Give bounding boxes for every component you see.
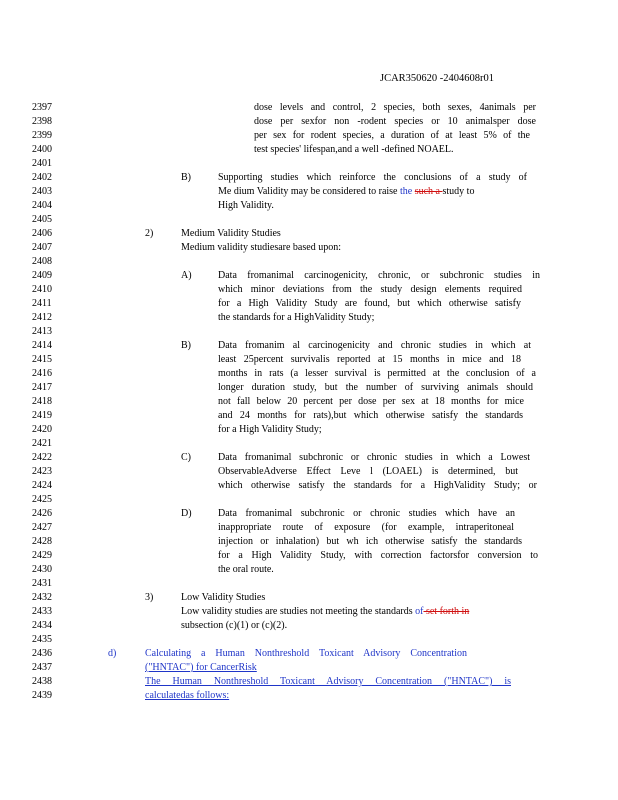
line-number: 2401 xyxy=(32,158,52,169)
body-line: which otherwise satisfy the standards for a HighValidity Study; or xyxy=(218,480,537,491)
deleted-text: such a xyxy=(414,186,443,197)
line-number: 2399 xyxy=(32,130,52,141)
line-number: 2397 xyxy=(32,102,52,113)
body-line: dose levels and control, 2 species, both sexes, 4animals per xyxy=(254,102,536,113)
line-number: 2424 xyxy=(32,480,52,491)
line-number: 2427 xyxy=(32,522,52,533)
body-text-span: study to xyxy=(442,186,475,197)
line-number: 2419 xyxy=(32,410,52,421)
body-line: test species' lifespan,and a well -defined NOAEL. xyxy=(254,144,454,155)
line-number: 2411 xyxy=(32,298,52,309)
line-number: 2436 xyxy=(32,648,52,659)
list-marker: 3) xyxy=(145,592,154,603)
section-title: Low Validity Studies xyxy=(181,592,266,603)
line-number: 2421 xyxy=(32,438,52,449)
body-line: longer duration study, but the number of surviving animals should xyxy=(218,382,533,393)
body-line: which minor deviations from the study design elements required xyxy=(218,284,522,295)
list-marker: B) xyxy=(181,340,191,351)
line-number: 2430 xyxy=(32,564,52,575)
list-marker: A) xyxy=(181,270,192,281)
line-number: 2423 xyxy=(32,466,52,477)
body-line: injection or inhalation) but wh ich otherwise satisfy the standards xyxy=(218,536,522,547)
body-line: the standards for a HighValidity Study; xyxy=(218,312,375,323)
section-title: Medium Validity Studies xyxy=(181,228,281,239)
line-number: 2432 xyxy=(32,592,52,603)
line-number: 2413 xyxy=(32,326,52,337)
section-heading: ("HNTAC") for CancerRisk xyxy=(145,662,257,673)
list-marker: D) xyxy=(181,508,192,519)
line-number: 2433 xyxy=(32,606,52,617)
body-line: months in rats (a lesser survival is permitted at the conclusion of a xyxy=(218,368,536,379)
body-line: Data fromanimal carcinogenicity, chronic, or subchronic studies in xyxy=(218,270,540,281)
line-number: 2415 xyxy=(32,354,52,365)
body-line: Supporting studies which reinforce the conclusions of a study of xyxy=(218,172,527,183)
line-number: 2408 xyxy=(32,256,52,267)
line-number: 2429 xyxy=(32,550,52,561)
body-line: for a High Validity Study, with correction factorsfor conversion to xyxy=(218,550,538,561)
page-header: JCAR350620 -2404608r01 xyxy=(380,73,495,84)
line-number: 2426 xyxy=(32,508,52,519)
line-number: 2434 xyxy=(32,620,52,631)
body-text-span: Low validity studies are studies not meeting the standards xyxy=(181,606,416,617)
body-line: for a High Validity Study are found, but which otherwise satisfy xyxy=(218,298,521,309)
list-marker: d) xyxy=(108,648,117,659)
list-marker: 2) xyxy=(145,228,154,239)
body-line: High Validity. xyxy=(218,200,274,211)
line-number: 2405 xyxy=(32,214,52,225)
line-number: 2420 xyxy=(32,424,52,435)
line-number: 2414 xyxy=(32,340,52,351)
body-text-span: Me dium Validity may be considered to raise xyxy=(218,186,400,197)
body-line: subsection (c)(1) or (c)(2). xyxy=(181,620,288,631)
line-number: 2417 xyxy=(32,382,52,393)
list-marker: B) xyxy=(181,172,191,183)
body-line: for a High Validity Study; xyxy=(218,424,322,435)
line-number: 2403 xyxy=(32,186,52,197)
body-line: least 25percent survivalis reported at 15 months in mice and 18 xyxy=(218,354,521,365)
body-line xyxy=(181,605,469,619)
line-number: 2428 xyxy=(32,536,52,547)
body-line: dose per sexfor non -rodent species or 10 animalsper dose xyxy=(254,116,536,127)
body-line: the oral route. xyxy=(218,564,274,575)
body-line: ObservableAdverse Effect Leve l (LOAEL) is determined, but xyxy=(218,466,518,477)
body-line: Data fromanim al carcinogenicity and chronic studies in which at xyxy=(218,340,531,351)
line-number: 2402 xyxy=(32,172,52,183)
line-number: 2418 xyxy=(32,396,52,407)
line-number: 2439 xyxy=(32,690,52,701)
line-number: 2437 xyxy=(32,662,52,673)
line-number: 2438 xyxy=(32,676,52,687)
body-line: Data fromanimal subchronic or chronic studies in which a Lowest xyxy=(218,452,530,463)
line-number: 2398 xyxy=(32,116,52,127)
line-number: 2410 xyxy=(32,284,52,295)
line-number: 2422 xyxy=(32,452,52,463)
line-number: 2407 xyxy=(32,242,52,253)
line-number: 2416 xyxy=(32,368,52,379)
line-number: 2400 xyxy=(32,144,52,155)
inserted-text: the xyxy=(400,186,413,197)
inserted-text: of xyxy=(415,606,424,617)
line-number: 2406 xyxy=(32,228,52,239)
line-number: 2435 xyxy=(32,634,52,645)
body-line: calculatedas follows: xyxy=(145,690,230,701)
section-heading: Calculating a Human Nonthreshold Toxicant Advisory Concentration xyxy=(145,648,467,659)
body-line: per sex for rodent species, a duration of at least 5% of the xyxy=(254,130,530,141)
line-number: 2404 xyxy=(32,200,52,211)
body-line: inappropriate route of exposure (for example, intraperitoneal xyxy=(218,522,514,533)
line-number: 2412 xyxy=(32,312,52,323)
list-marker: C) xyxy=(181,452,191,463)
line-number: 2431 xyxy=(32,578,52,589)
body-line: and 24 months for rats),but which otherwise satisfy the standards xyxy=(218,410,523,421)
body-line: not fall below 20 percent per dose per sex at 18 months for mice xyxy=(218,396,524,407)
body-line: Medium validity studiesare based upon: xyxy=(181,242,341,253)
line-number: 2425 xyxy=(32,494,52,505)
body-line xyxy=(218,185,474,199)
body-line: Data fromanimal subchronic or chronic studies which have an xyxy=(218,508,515,519)
body-line: The Human Nonthreshold Toxicant Advisory Concentration ("HNTAC") is xyxy=(145,676,511,687)
deleted-text: set forth in xyxy=(423,606,470,617)
line-number: 2409 xyxy=(32,270,52,281)
